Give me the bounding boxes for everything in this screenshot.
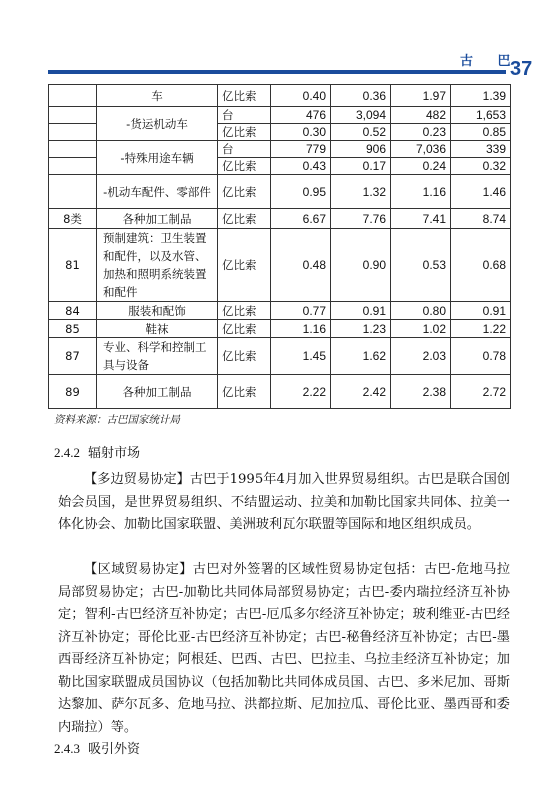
table-row <box>49 320 511 338</box>
value-cell: 6.67 <box>271 209 331 229</box>
value-cell: 1.62 <box>331 338 391 375</box>
table-row <box>49 302 511 320</box>
value-cell: 1.23 <box>331 320 391 338</box>
section-number: 2.4.2 <box>54 445 80 460</box>
row-name-cell: 专业、科学和控制工具与设备 <box>97 338 218 375</box>
paragraph-text: 【多边贸易协定】古巴于1995年4月加入世界贸易组织。古巴是联合国创始会员国，是世界贸易组织、不结盟运动、拉美和加勒比国家共同体、拉美一体化协会、加勒比国家联盟、美洲玻利瓦尔联盟等国际和地区组织成员。 <box>58 472 510 532</box>
table-row <box>49 338 511 375</box>
row-name-cell: 预制建筑：卫生装置和配件，以及水管、加热和照明系统装置和配件 <box>97 229 218 302</box>
row-code-cell: 84 <box>49 302 97 320</box>
row-code-cell <box>49 124 97 141</box>
value-cell: 0.40 <box>271 85 331 107</box>
row-code-cell <box>49 175 97 209</box>
row-code-cell: 89 <box>49 375 97 409</box>
row-unit-cell: 亿比索 <box>218 158 271 175</box>
row-unit-cell: 亿比索 <box>218 302 271 320</box>
value-cell: 1.45 <box>271 338 331 375</box>
running-header-label: 古 巴 <box>460 54 521 69</box>
value-cell: 1.46 <box>451 175 511 209</box>
section-heading-2-4-2 <box>54 442 140 461</box>
value-cell: 0.91 <box>451 302 511 320</box>
value-cell: 1.22 <box>451 320 511 338</box>
value-cell: 0.90 <box>331 229 391 302</box>
row-code-cell: 87 <box>49 338 97 375</box>
row-unit-cell: 亿比索 <box>218 375 271 409</box>
value-cell: 1.16 <box>391 175 451 209</box>
value-cell: 476 <box>271 107 331 124</box>
row-code-cell <box>49 107 97 124</box>
value-cell: 7.41 <box>391 209 451 229</box>
row-code-cell: 8类 <box>49 209 97 229</box>
value-cell: 0.32 <box>451 158 511 175</box>
value-cell: 779 <box>271 141 331 158</box>
value-cell: 7.76 <box>331 209 391 229</box>
value-cell: 339 <box>451 141 511 158</box>
row-unit-cell: 亿比索 <box>218 338 271 375</box>
row-unit-cell: 亿比索 <box>218 175 271 209</box>
row-unit-cell: 亿比索 <box>218 209 271 229</box>
page-number: 37 <box>510 58 533 80</box>
value-cell: 0.95 <box>271 175 331 209</box>
paragraph-regional <box>58 559 510 739</box>
paragraph-multilateral <box>58 469 510 537</box>
row-name-cell: -货运机动车 <box>97 107 218 141</box>
section-heading-2-4-3 <box>54 738 140 757</box>
trade-stats-table <box>48 84 511 409</box>
value-cell: 8.74 <box>451 209 511 229</box>
value-cell: 2.42 <box>331 375 391 409</box>
row-unit-cell: 台 <box>218 107 271 124</box>
value-cell: 482 <box>391 107 451 124</box>
row-unit-cell: 台 <box>218 141 271 158</box>
value-cell: 0.78 <box>451 338 511 375</box>
value-cell: 0.36 <box>331 85 391 107</box>
row-name-cell: 各种加工制品 <box>97 209 218 229</box>
row-unit-cell: 亿比索 <box>218 85 271 107</box>
value-cell: 0.68 <box>451 229 511 302</box>
row-code-cell <box>49 85 97 107</box>
table-row <box>49 209 511 229</box>
table-row <box>49 107 511 124</box>
row-code-cell <box>49 141 97 158</box>
value-cell: 0.77 <box>271 302 331 320</box>
value-cell: 3,094 <box>331 107 391 124</box>
value-cell: 1.02 <box>391 320 451 338</box>
value-cell: 0.17 <box>331 158 391 175</box>
value-cell: 1.32 <box>331 175 391 209</box>
section-title: 辐射市场 <box>88 446 141 461</box>
section-number: 2.4.3 <box>54 741 80 756</box>
value-cell: 2.03 <box>391 338 451 375</box>
value-cell: 1.39 <box>451 85 511 107</box>
row-code-cell: 81 <box>49 229 97 302</box>
source-note: 资料来源：古巴国家统计局 <box>54 414 180 426</box>
row-unit-cell: 亿比索 <box>218 320 271 338</box>
value-cell: 2.72 <box>451 375 511 409</box>
row-name-cell: 车 <box>97 85 218 107</box>
paragraph-text: 【区域贸易协定】古巴对外签署的区域性贸易协定包括：古巴-危地马拉局部贸易协定；古巴-加勒比共同体局部贸易协定；古巴-委内瑞拉经济互补协定；智利-古巴经济互补协定；古巴-厄瓜多尔经济互补协定；玻利维亚-古巴经济互补协定；哥伦比亚-古巴经济互补协定；古巴-秘鲁经济互补协定；古巴-墨西哥经济互补协定；阿根廷、巴西、古巴、巴拉圭、乌拉圭经济互补协定；加勒比国家联盟成员国协议（包括加勒比共同体成员国、古巴、多米尼加、哥斯达黎加、萨尔瓦多、危地马拉、洪都拉斯、尼加拉瓜、哥伦比亚、墨西哥和委内瑞拉）等。 <box>58 562 510 735</box>
table-row <box>49 375 511 409</box>
value-cell: 1.97 <box>391 85 451 107</box>
row-unit-cell: 亿比索 <box>218 124 271 141</box>
row-code-cell: 85 <box>49 320 97 338</box>
table-row <box>49 85 511 107</box>
value-cell: 0.48 <box>271 229 331 302</box>
table-row <box>49 229 511 302</box>
row-name-cell: 各种加工制品 <box>97 375 218 409</box>
row-name-cell: 服装和配饰 <box>97 302 218 320</box>
value-cell: 0.91 <box>331 302 391 320</box>
value-cell: 0.43 <box>271 158 331 175</box>
value-cell: 0.30 <box>271 124 331 141</box>
value-cell: 0.80 <box>391 302 451 320</box>
value-cell: 1.16 <box>271 320 331 338</box>
row-unit-cell: 亿比索 <box>218 229 271 302</box>
value-cell: 0.23 <box>391 124 451 141</box>
value-cell: 0.53 <box>391 229 451 302</box>
value-cell: 7,036 <box>391 141 451 158</box>
value-cell: 0.85 <box>451 124 511 141</box>
section-title: 吸引外资 <box>88 742 141 757</box>
value-cell: 0.24 <box>391 158 451 175</box>
row-code-cell <box>49 158 97 175</box>
table-row <box>49 175 511 209</box>
value-cell: 2.38 <box>391 375 451 409</box>
row-name-cell: 鞋袜 <box>97 320 218 338</box>
row-name-cell: -机动车配件、零部件 <box>97 175 218 209</box>
value-cell: 2.22 <box>271 375 331 409</box>
value-cell: 906 <box>331 141 391 158</box>
value-cell: 0.52 <box>331 124 391 141</box>
table-row <box>49 141 511 158</box>
row-name-cell: -特殊用途车辆 <box>97 141 218 175</box>
header-rule <box>48 70 506 74</box>
value-cell: 1,653 <box>451 107 511 124</box>
